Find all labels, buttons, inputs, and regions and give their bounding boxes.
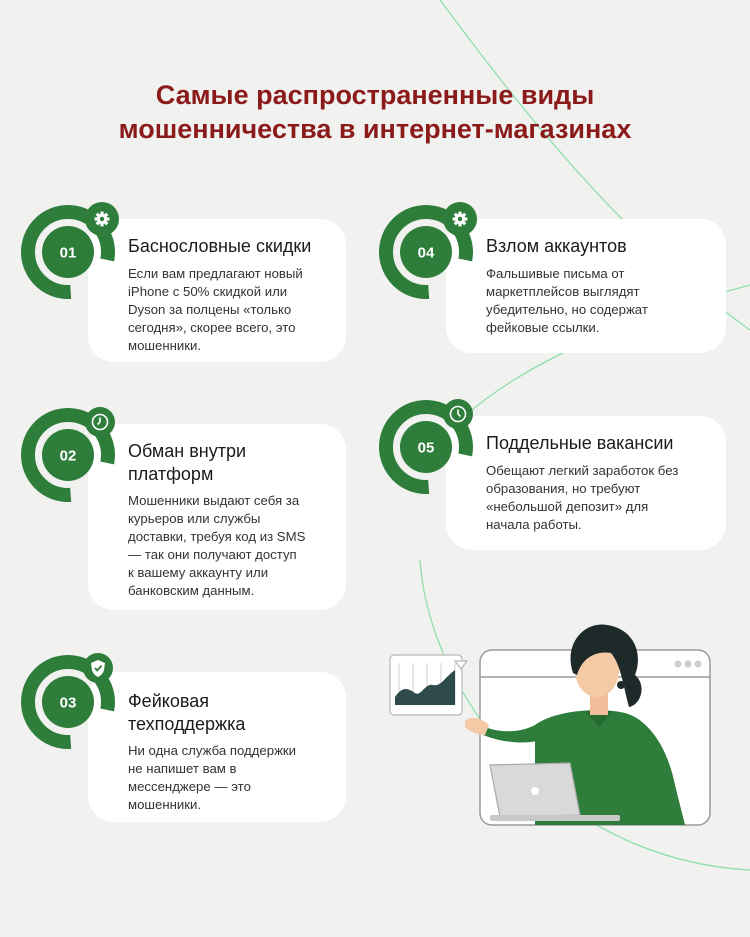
badge-05 — [376, 392, 488, 502]
card-02-title: Обман внутри платформ — [128, 441, 247, 484]
gear-icon — [95, 212, 110, 227]
gear-icon — [453, 212, 468, 227]
badge-03 — [18, 647, 130, 757]
badge-number-02: 02 — [59, 447, 77, 465]
card-04-title: Взлом аккаунтов — [486, 236, 627, 256]
badge-02 — [18, 400, 130, 510]
page-title-line-2: мошенничества в интернет-магазинах — [118, 114, 632, 144]
badge-04 — [376, 197, 488, 307]
badge-number-05: 05 — [417, 439, 435, 457]
page-title — [0, 78, 750, 146]
card-01-body: Если вам предлагают новый iPhone с 50% скидкой или Dyson за полцены «только сегодня», скорее всего, это мошенники. — [128, 266, 303, 353]
card-05-title: Поддельные вакансии — [486, 433, 674, 453]
badge-number-03: 03 — [59, 694, 77, 712]
card-04-body: Фальшивые письма от маркетплейсов выглядят убедительно, но содержат фейковые ссылки. — [486, 266, 648, 335]
support-agent-illustration — [385, 615, 715, 830]
card-03-title: Фейковая техподдержка — [128, 691, 246, 734]
card-01-title: Баснословные скидки — [128, 236, 312, 256]
badge-number-01: 01 — [59, 244, 77, 262]
card-03-body: Ни одна служба поддержки не напишет вам в мессенджере — это мошенники. — [128, 743, 297, 812]
badge-01 — [18, 197, 130, 307]
page-title-line-1: Самые распространенные виды — [155, 80, 595, 110]
badge-number-04: 04 — [417, 244, 435, 262]
card-05-body: Обещают легкий заработок без образования, но требуют «небольшой депозит» для начала работы. — [486, 463, 679, 532]
card-02-body: Мошенники выдают себя за курьеров или службы доставки, требуя код из SMS — так они получают доступ к вашему аккаунту или банковским данным. — [128, 493, 306, 598]
